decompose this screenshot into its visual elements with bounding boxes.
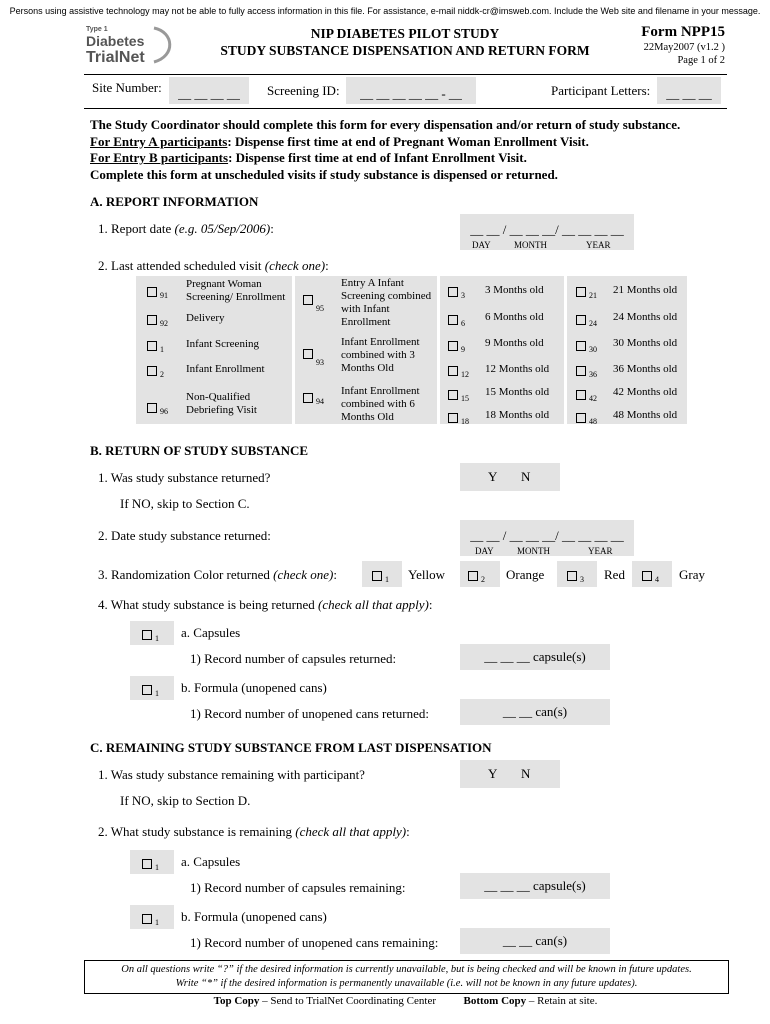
color-label-gray: Gray [679,567,705,582]
visit-option-12[interactable]: 12 [448,365,469,381]
substance-remaining-type-question: 2. What study substance is remaining (check all that apply): [98,824,410,839]
date-returned-field[interactable]: __ __ / __ __ __/ __ __ __ __ DAY MONTH YEAR [460,520,634,556]
visit-option-36[interactable]: 36 [576,365,597,381]
skip-to-c-note: If NO, skip to Section C. [120,496,250,511]
substance-returned-question: 1. Was study substance returned? [98,470,271,485]
substance-returned-yn [460,463,560,491]
visit-option-95[interactable]: 95 [303,294,324,315]
instruction-line-1: The Study Coordinator should complete this form for every dispensation and/or return of study substance. [90,117,681,132]
visit-option-24[interactable]: 24 [576,314,597,330]
remaining-capsules-label: a. Capsules [181,854,241,869]
form-number: Form NPP15 [641,24,725,40]
visit-option-9[interactable]: 9 [448,340,465,356]
returned-formula-record-label: 1) Record number of unopened cans returned: [190,706,429,721]
skip-to-d-note: If NO, skip to Section D. [120,793,251,808]
visit-label-9: 9 Months old [485,337,544,349]
accessibility-notice: Persons using assistive technology may not be able to fully access information in this file. For assistance, e-mail niddk-cr@imsweb.com. Include the Web site and filename in your message. [9,6,761,16]
visit-label-94: Infant Enrollment combined with 6 Months Old [341,385,420,423]
last-visit-question: 2. Last attended scheduled visit (check one): [98,258,329,273]
color-label-orange: Orange [506,567,545,582]
section-b-title: B. RETURN OF STUDY SUBSTANCE [90,443,309,458]
remaining-formula-label: b. Formula (unopened cans) [181,909,327,924]
remaining-capsules-record-label: 1) Record number of capsules remaining: [190,880,406,895]
returned-cans-count-field[interactable]: __ __ can(s) [460,699,610,725]
visit-option-30[interactable]: 30 [576,340,597,356]
site-number-label: Site Number: [92,80,162,95]
visit-option-1[interactable]: 1 [147,340,164,356]
screening-id-label: Screening ID: [267,83,340,98]
substance-remaining-yn [460,760,560,788]
visit-label-91: Pregnant Woman Screening/ Enrollment [186,278,286,303]
returned-capsules-record-label: 1) Record number of capsules returned: [190,651,397,666]
remaining-cans-count-field[interactable]: __ __ can(s) [460,928,610,954]
visit-option-6[interactable]: 6 [448,314,465,330]
visit-option-93[interactable]: 93 [303,348,324,369]
instruction-line-4: Complete this form at unscheduled visits if study substance is dispensed or returned. [90,166,558,182]
footer-note-line-2: Write “*” if the desired information is permanently unavailable (i.e. will not be known in any future updates). [175,978,638,989]
logo-trialnet: TrialNet [86,49,145,66]
visit-label-15: 15 Months old [485,386,550,398]
report-date-field[interactable]: __ __ / __ __ __/ __ __ __ __ DAY MONTH YEAR [460,214,634,250]
visit-label-92: Delivery [186,312,225,324]
section-a-title: A. REPORT INFORMATION [90,194,259,209]
color-option-3[interactable]: 3 [557,561,597,587]
section-c-title: C. REMAINING STUDY SUBSTANCE FROM LAST DISPENSATION [90,740,492,755]
visit-label-48: 48 Months old [613,409,678,421]
visit-label-36: 36 Months old [613,363,678,375]
returned-capsules-count-field[interactable]: __ __ __ capsule(s) [460,644,610,670]
returned-formula-checkbox[interactable]: 1 [130,676,174,700]
footer-note-line-1: On all questions write “?” if the desired information is currently unavailable, but is being checked and will be known in future updates. [121,964,692,975]
remaining-capsules-count-field[interactable]: __ __ __ capsule(s) [460,873,610,899]
visit-label-95: Entry A Infant Screening combined with Infant Enrollment [341,277,432,328]
visit-label-6: 6 Months old [485,311,544,323]
visit-label-93: Infant Enrollment combined with 3 Months Old [341,336,420,374]
returned-formula-label: b. Formula (unopened cans) [181,680,327,695]
visit-label-2: Infant Enrollment [186,363,265,375]
substance-returned-type-question: 4. What study substance is being returned (check all that apply): [98,597,433,612]
visit-option-15[interactable]: 15 [448,389,469,405]
substance-returned-no[interactable]: N [521,469,531,484]
visit-option-21[interactable]: 21 [576,286,597,302]
substance-remaining-yes[interactable]: Y [488,766,498,781]
instructions [90,117,730,183]
visit-option-91[interactable]: 91 [147,286,168,302]
returned-capsules-checkbox[interactable]: 1 [130,621,174,645]
visit-option-94[interactable]: 94 [303,392,324,408]
visit-label-12: 12 Months old [485,363,550,375]
visit-label-18: 18 Months old [485,409,550,421]
visit-option-48[interactable]: 48 [576,412,597,428]
color-option-2[interactable]: 2 [460,561,500,587]
visit-label-1: Infant Screening [186,338,259,350]
visit-label-3: 3 Months old [485,284,544,296]
participant-letters-label: Participant Letters: [551,83,651,98]
instruction-entry-a: For Entry A participants: Dispense first time at end of Pregnant Woman Enrollment Visit. [90,133,589,149]
report-date-question: 1. Report date (e.g. 05/Sep/2006): [98,221,274,236]
form-title-line1: NIP DIABETES PILOT STUDY [310,26,500,41]
randomization-color-question: 3. Randomization Color returned (check one): [98,567,337,582]
footer-note [84,960,729,994]
form-title [195,25,615,59]
form-title-line2: STUDY SUBSTANCE DISPENSATION AND RETURN FORM [220,43,590,58]
logo-diabetes: Diabetes [86,33,145,49]
page-number: Page 1 of 2 [677,55,725,66]
date-returned-question: 2. Date study substance returned: [98,528,271,543]
instruction-entry-b: For Entry B participants: Dispense first time at end of Infant Enrollment Visit. [90,150,527,165]
participant-id-bar [84,74,727,109]
returned-capsules-label: a. Capsules [181,625,241,640]
substance-remaining-no[interactable]: N [521,766,531,781]
visit-option-3[interactable]: 3 [448,286,465,302]
remaining-capsules-checkbox[interactable]: 1 [130,850,174,874]
remaining-formula-checkbox[interactable]: 1 [130,905,174,929]
visit-option-18[interactable]: 18 [448,412,469,428]
visit-option-2[interactable]: 2 [147,365,164,381]
visit-option-42[interactable]: 42 [576,389,597,405]
logo-type1: Type 1 [86,26,108,33]
visit-label-96: Non-Qualified Debriefing Visit [186,391,257,416]
color-option-4[interactable]: 4 [632,561,672,587]
visit-option-96[interactable]: 96 [147,402,168,418]
site-number-field[interactable]: __ __ __ __ [169,77,249,104]
form-number-block [600,24,725,67]
substance-returned-yes[interactable]: Y [488,469,498,484]
copy-distribution: Top Copy – Send to TrialNet Coordinating Center Bottom Copy – Retain at site. [213,995,598,1007]
visit-label-24: 24 Months old [613,311,678,323]
remaining-formula-record-label: 1) Record number of unopened cans remaining: [190,935,439,950]
screening-id-field[interactable]: __ __ __ __ __ - __ [346,77,476,104]
color-option-1[interactable]: 1 [362,561,402,587]
substance-remaining-question: 1. Was study substance remaining with participant? [98,767,365,782]
participant-letters-field[interactable]: __ __ __ [657,77,721,104]
form-version: 22May2007 (v1.2 ) [643,42,725,53]
visit-label-42: 42 Months old [613,386,678,398]
trialnet-logo [84,22,180,66]
visit-label-30: 30 Months old [613,337,678,349]
visit-option-92[interactable]: 92 [147,314,168,330]
color-label-red: Red [604,567,625,582]
visit-label-21: 21 Months old [613,284,678,296]
color-label-yellow: Yellow [408,567,445,582]
